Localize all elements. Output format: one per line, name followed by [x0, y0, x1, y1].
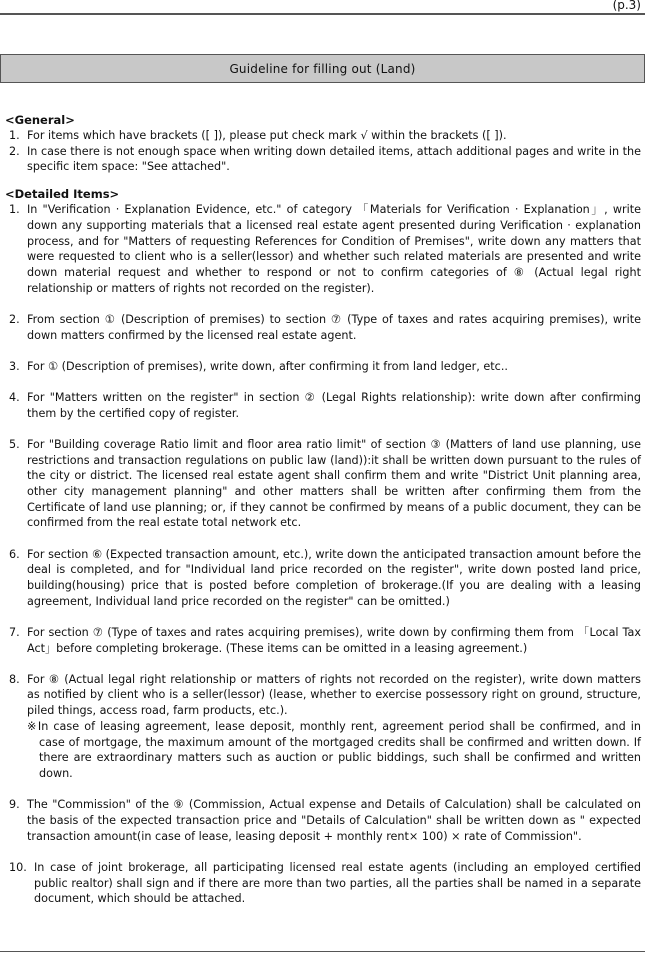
- detailed-item-7: [5, 625, 641, 656]
- general-item-1: [5, 128, 641, 144]
- item-number: 10.: [9, 860, 27, 874]
- item-text: For ① (Description of premises), write down, after confirming it from land ledger, etc..: [27, 359, 508, 373]
- detailed-item-3: [5, 359, 641, 375]
- item-number: 9.: [9, 798, 20, 812]
- item-text: In case there is not enough space when writing down detailed items, attach additional pages and write in the specific item space: "See attached".: [27, 144, 641, 174]
- item-text: For "Matters written on the register" in section ② (Legal Rights relationship): write down after confirming them by the certified copy of register.: [27, 390, 641, 420]
- detailed-item-2: [5, 312, 641, 343]
- detailed-item-1: [5, 202, 641, 296]
- general-item-2: [5, 144, 641, 175]
- item-number: 1.: [9, 129, 20, 142]
- detailed-heading: <Detailed Items>: [5, 187, 120, 202]
- detailed-item-6: [5, 547, 641, 610]
- page-number: (p.3): [612, 0, 641, 12]
- general-heading: <General>: [5, 113, 75, 127]
- page-title-bar: [0, 54, 645, 83]
- item-text: From section ① (Description of premises) to section ⑦ (Type of taxes and rates acquiring premises), write down matters confirmed by the licensed real estate agent.: [27, 312, 641, 342]
- item-number: 2.: [9, 312, 20, 326]
- item-number: 5.: [9, 437, 20, 451]
- item-text: In case of joint brokerage, all participating licensed real estate agents (including an employed certified public realtor) shall sign and if there are more than two parties, all the parties shall be named in a separate document, which should be attached.: [34, 860, 641, 906]
- top-divider: [0, 13, 645, 15]
- item-number: 2.: [9, 144, 20, 158]
- item-number: 6.: [9, 547, 20, 561]
- item-number: 3.: [9, 359, 20, 373]
- item-number: 8.: [9, 672, 20, 686]
- detailed-item-5: [5, 437, 641, 531]
- item-number: 7.: [9, 625, 20, 639]
- item-text: The "Commission" of the ⑨ (Commission, Actual expense and Details of Calculation) shall be calculated on the basis of the expected transaction price and "Details of Calculation" shall be written down as " expected transaction amount(in case of lease, leasing deposit + monthly rent× 100) × rate of Commission".: [27, 798, 641, 843]
- item-text: In "Verification · Explanation Evidence, etc." of category 「Materials for Verification · Explanation」, write down any supporting materials that a licensed real estate agent presented during Verification · explanation process, and for "Matters of requesting References for Condition of Premises", write down any matters that were requested to client who is a seller(lessor) and whether such related materials are presented and write down material request and whether to respond or not to confirm categories of ⑧ (Actual legal right relationship or matters of rights not recorded on the register).: [27, 203, 641, 295]
- bottom-divider: [0, 951, 645, 952]
- page-title: Guideline for filling out (Land): [229, 61, 416, 76]
- item-note: ※In case of leasing agreement, lease deposit, monthly rent, agreement period shall be confirmed, and in case of mortgage, the maximum amount of the mortgaged credits shall be confirmed and written down. If there are extraordinary matters such as auction or public biddings, such shall be confirmed and written down.: [27, 719, 641, 780]
- item-number: 1.: [9, 203, 20, 217]
- detailed-item-8: [5, 672, 641, 782]
- item-number: 4.: [9, 390, 20, 404]
- item-text: For section ⑥ (Expected transaction amount, etc.), write down the anticipated transaction amount before the deal is completed, and for "Individual land price recorded on the register", write down posted land price, building(housing) price that is posted before completion of brokerage.(If you are dealing with a leasing agreement, Individual land price recorded on the register" can be omitted.): [27, 547, 641, 608]
- item-text: For "Building coverage Ratio limit and floor area ratio limit" of section ③ (Matters of land use planning, use restrictions and transaction regulations on public law (land)):it shall be written down pursuant to the rules of the city or district. The licensed real estate agent shall confirm them and write "District Unit planning area, other city management planning" and other matters shall be written after confirming them from the Certificate of land use planning; or, if they cannot be confirmed by means of a public document, they can be confirmed from the real estate total network etc.: [27, 437, 641, 530]
- item-text: For ⑧ (Actual legal right relationship or matters of rights not recorded on the register), write down matters as notified by client who is a seller(lessor) (lease, whether to exercise possessory right on ground, structure, piled things, access road, farm products, etc.).: [27, 672, 641, 718]
- item-text: For items which have brackets ([ ]), please put check mark √ within the brackets ([ ]).: [27, 129, 507, 142]
- detailed-item-4: [5, 390, 641, 421]
- detailed-item-9: [5, 797, 641, 844]
- guideline-content: [5, 112, 641, 907]
- detailed-item-10: [5, 860, 641, 907]
- item-text: For section ⑦ (Type of taxes and rates acquiring premises), write down by confirming them from 「Local Tax Act」before completing brokerage. (These items can be omitted in a leasing agreement.): [27, 625, 641, 655]
